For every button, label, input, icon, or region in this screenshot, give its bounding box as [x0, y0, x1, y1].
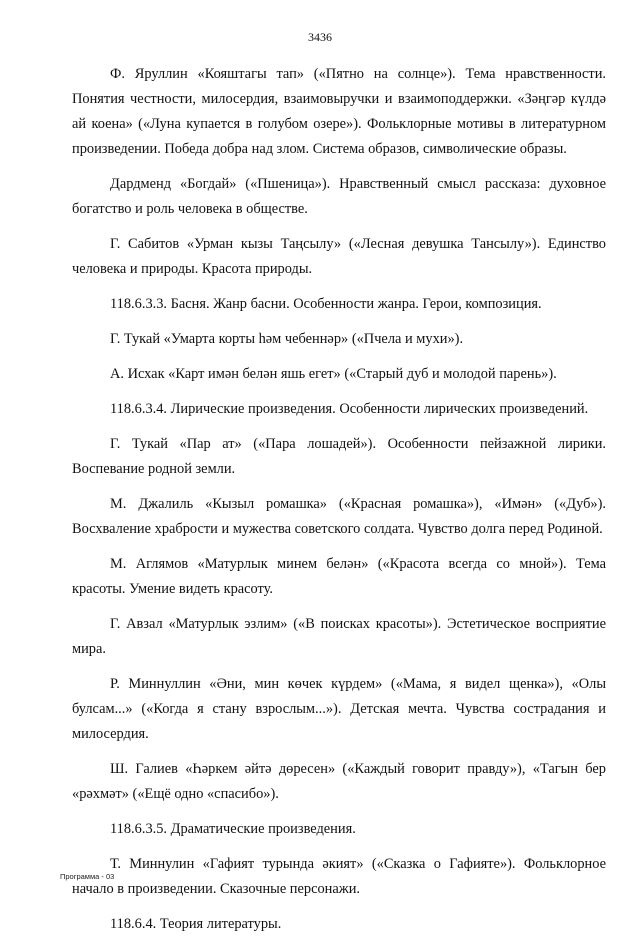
section-heading-lyric: 118.6.3.4. Лирические произведения. Особенности лирических произведений. — [110, 401, 589, 417]
paragraph-iskhak: А. Исхак «Карт имән белән яшь егет» («Старый дуб и молодой парень»). — [110, 366, 557, 382]
paragraph-tukay-horses: Г. Тукай «Пар ат» («Пара лошадей»). Особенности пейзажной лирики. Воспевание родной земли. — [72, 436, 606, 477]
paragraph-jalil: М. Джалиль «Кызыл ромашка» («Красная ромашка»), «Имән» («Дуб»). Восхваление храбрости и мужества советского солдата. Чувство долга перед Родиной. — [72, 496, 606, 537]
page-number: 3436 — [308, 30, 332, 44]
paragraph-yarullin: Ф. Яруллин «Кояштагы тап» («Пятно на солнце»). Тема нравственности. Понятия честности, милосердия, взаимовыручки и взаимоподдержки. «Зәңгәр күлдә ай коена» («Луна купается в голубом озере»). Фольклорные мотивы в литературном произведении. Победа добра над злом. Система образов, символические образы. — [72, 66, 606, 157]
section-heading-fable: 118.6.3.3. Басня. Жанр басни. Особенности жанра. Герои, композиция. — [110, 296, 542, 312]
paragraph-galiev: Ш. Галиев «Һәркем әйтә дөресен» («Каждый говорит правду»), «Тагын бер «рәхмәт» («Ещё одно «спасибо»). — [72, 761, 606, 802]
paragraph-avzal: Г. Авзал «Матурлык эзлим» («В поисках красоты»). Эстетическое восприятие мира. — [72, 616, 606, 657]
paragraph-minnullin-r: Р. Миннуллин «Әни, мин көчек күрдем» («Мама, я видел щенка»), «Олы булсам...» («Когда я стану взрослым...»). Детская мечта. Чувства сострадания и милосердия. — [72, 676, 606, 742]
section-heading-drama: 118.6.3.5. Драматические произведения. — [110, 821, 356, 837]
section-heading-theory: 118.6.4. Теория литературы. — [110, 916, 282, 932]
paragraph-dardmend: Дардменд «Богдай» («Пшеница»). Нравственный смысл рассказа: духовное богатство и роль человека в обществе. — [72, 176, 606, 217]
paragraph-tukay-bee: Г. Тукай «Умарта корты һәм чебеннәр» («Пчела и мухи»). — [110, 331, 464, 347]
footer-program-label: Программа - 03 — [60, 872, 115, 881]
paragraph-minnulin-t: Т. Миннулин «Гафият турында әкият» («Сказка о Гафияте»). Фольклорное начало в произведении. Сказочные персонажи. — [72, 856, 606, 897]
document-body — [72, 62, 606, 947]
paragraph-aglyamov: М. Аглямов «Матурлык минем белән» («Красота всегда со мной»). Тема красоты. Умение видеть красоту. — [72, 556, 606, 597]
paragraph-sabitov: Г. Сабитов «Урман кызы Таңсылу» («Лесная девушка Тансылу»). Единство человека и природы. Красота природы. — [72, 236, 606, 277]
